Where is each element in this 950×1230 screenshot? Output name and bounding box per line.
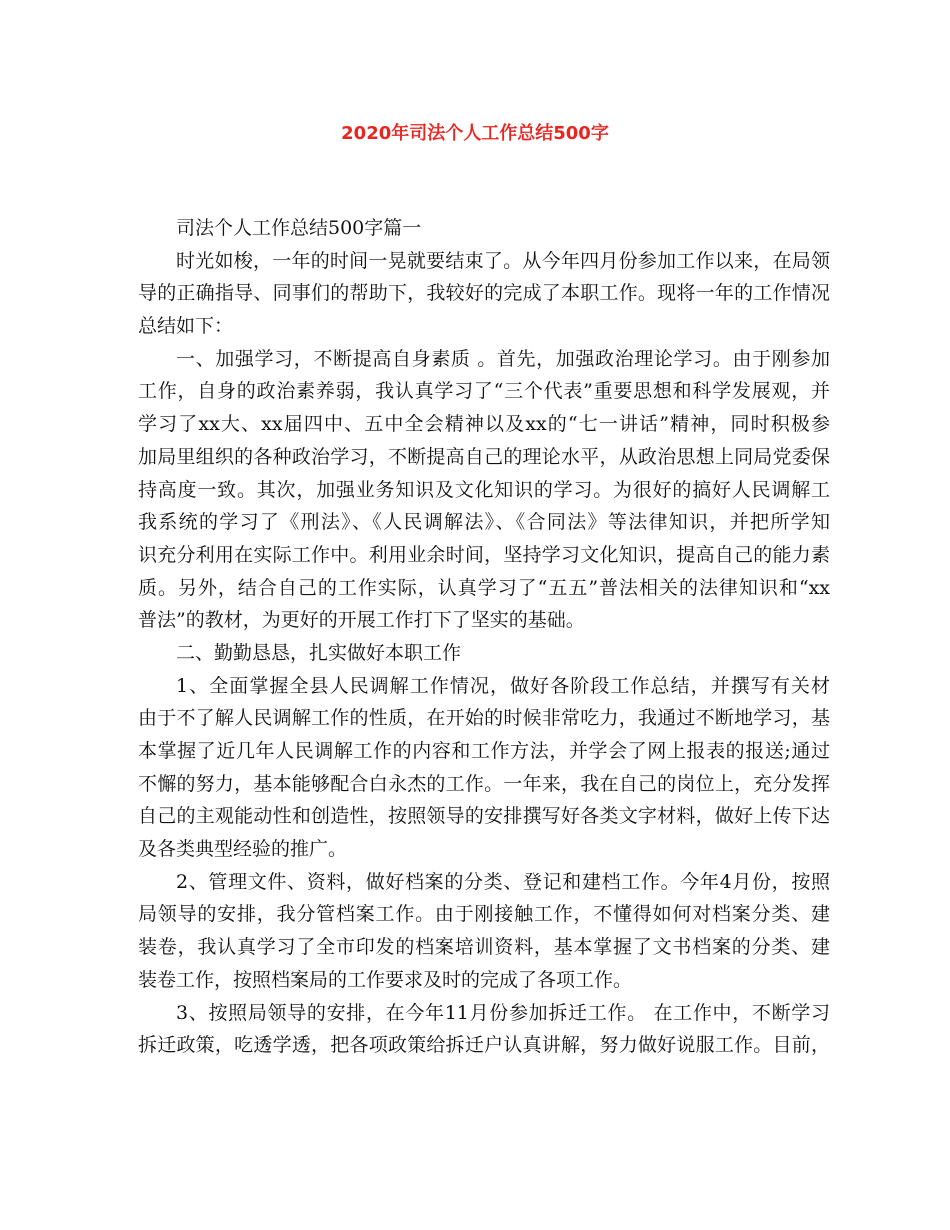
text-line: 不懈的努力，基本能够配合白永杰的工作。一年来，我在自己的岗位上，充分发挥 (138, 772, 830, 795)
text-line: 总结如下： (138, 315, 234, 338)
text-line: 3、按照局领导的安排，在今年11月份参加拆迁工作。 在工作中，不断学习 (176, 1001, 830, 1024)
text-line: 局领导的安排，我分管档案工作。由于刚接触工作，不懂得如何对档案分类、建 (138, 903, 830, 926)
text-line: 1、全面掌握全县人民调解工作情况，做好各阶段工作总结，并撰写有关材 (176, 674, 830, 697)
text-line: 我系统的学习了《刑法》、《人民调解法》、《合同法》等法律知识，并把所学知 (138, 511, 830, 534)
text-line: 二、勤勤恳恳，扎实做好本职工作 (176, 641, 462, 664)
text-line: 司法个人工作总结500字篇一 (176, 217, 422, 239)
document-body (138, 212, 830, 1062)
document-title: 2020年司法个人工作总结500字 (341, 123, 609, 144)
text-line: 拆迁政策，吃透学透，把各项政策给拆迁户认真讲解，努力做好说服工作。目前， (138, 1034, 830, 1057)
text-line: 加局里组织的各种政治学习，不断提高自己的理论水平，从政治思想上同局党委保 (138, 445, 830, 468)
text-line: 时光如梭，一年的时间一晃就要结束了。从今年四月份参加工作以来，在局领 (176, 249, 830, 272)
text-line: 普法”的教材，为更好的开展工作打下了坚实的基础。 (138, 609, 585, 632)
text-line: 装卷，我认真学习了全市印发的档案培训资料，基本掌握了文书档案的分类、建 (138, 936, 830, 959)
text-line: 自己的主观能动性和创造性，按照领导的安排撰写好各类文字材料，做好上传下达 (138, 805, 830, 828)
text-line: 装卷工作，按照档案局的工作要求及时的完成了各项工作。 (138, 968, 633, 991)
text-line: 一、加强学习，不断提高自身素质 。首先，加强政治理论学习。由于刚参加 (176, 347, 830, 370)
text-line: 及各类典型经验的推广。 (138, 838, 348, 861)
text-line: 学习了xx大、xx届四中、五中全会精神以及xx的“七一讲话”精神，同时积极参 (138, 413, 830, 436)
text-line: 识充分利用在实际工作中。利用业余时间，坚持学习文化知识，提高自己的能力素 (138, 543, 830, 566)
text-line: 2、管理文件、资料，做好档案的分类、登记和建档工作。今年4月份，按照 (176, 870, 830, 893)
text-line: 由于不了解人民调解工作的性质，在开始的时候非常吃力，我通过不断地学习，基 (138, 707, 830, 730)
text-line: 本掌握了近几年人民调解工作的内容和工作方法，并学会了网上报表的报送;通过 (138, 740, 830, 762)
text-line: 持高度一致。其次，加强业务知识及文化知识的学习。为很好的搞好人民调解工 (138, 478, 830, 501)
text-line: 导的正确指导、同事们的帮助下，我较好的完成了本职工作。现将一年的工作情况 (138, 282, 830, 305)
text-line: 质。另外，结合自己的工作实际，认真学习了“五五”普法相关的法律知识和“xx (138, 576, 830, 599)
text-line: 工作，自身的政治素养弱，我认真学习了“三个代表”重要思想和科学发展观，并 (138, 380, 830, 403)
